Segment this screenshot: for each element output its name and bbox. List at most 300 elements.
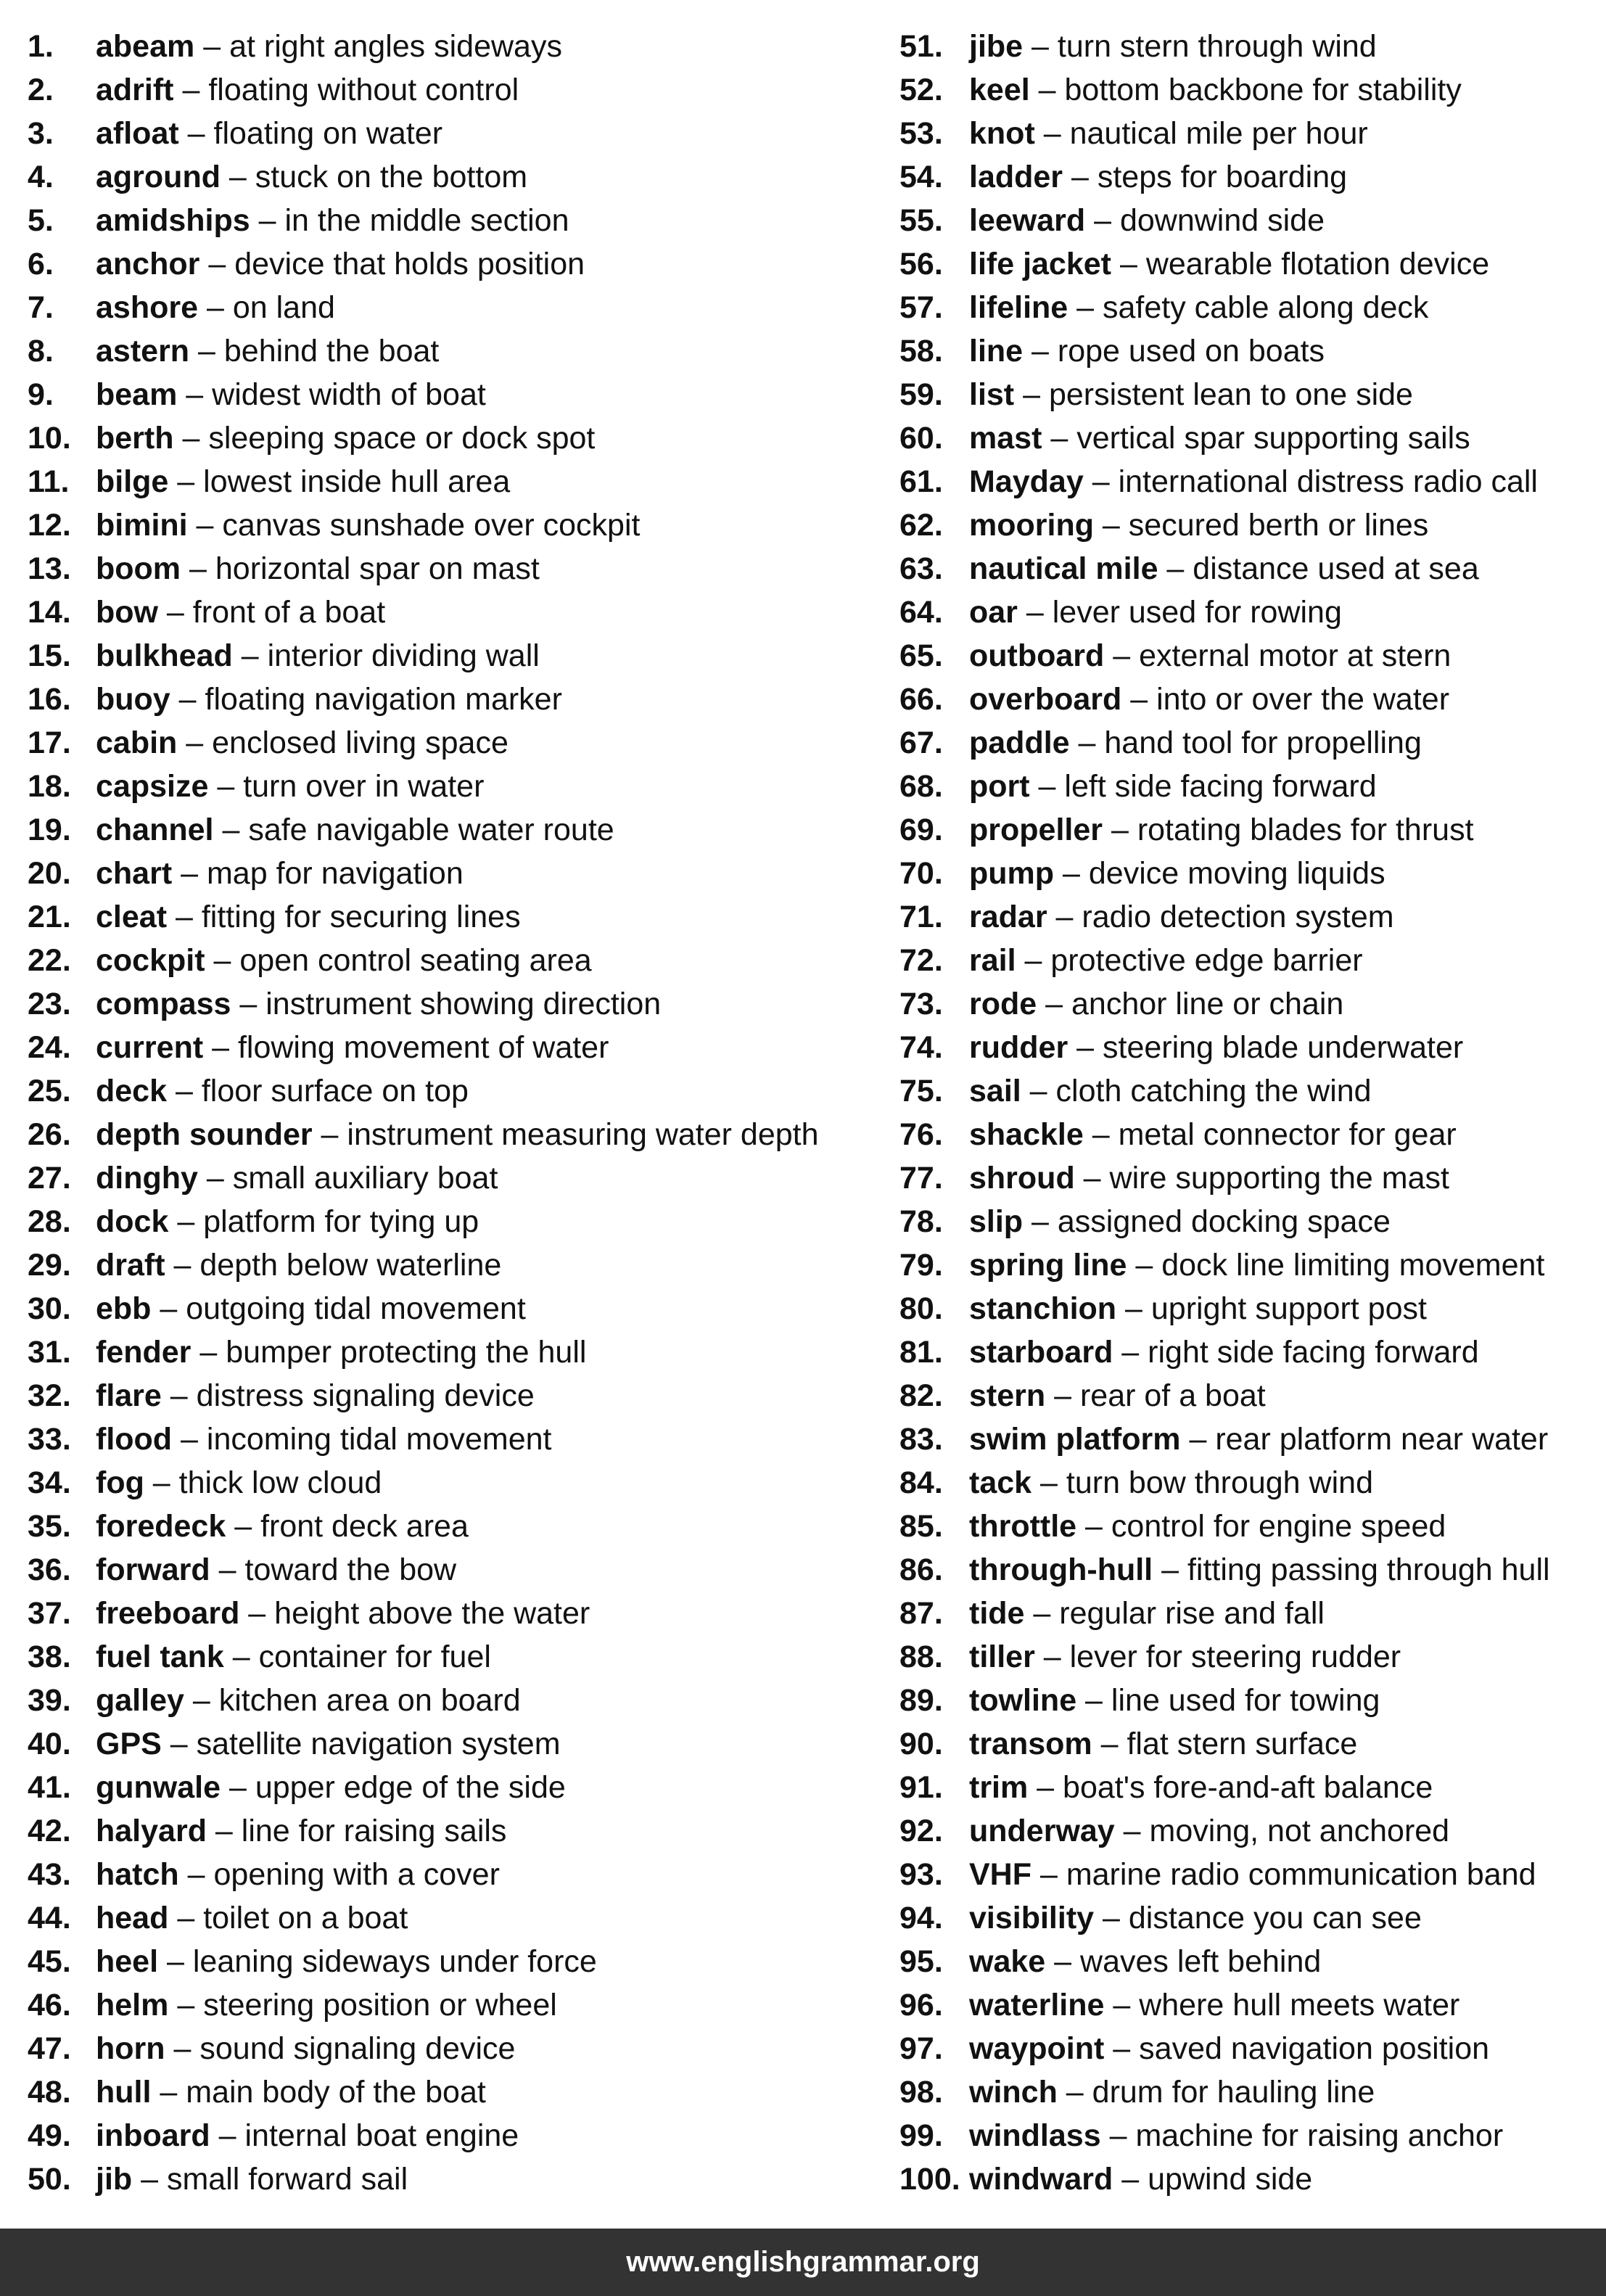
item-number: 75. xyxy=(899,1074,943,1108)
item-separator: – xyxy=(168,1988,204,2023)
item-definition: container for fuel xyxy=(258,1639,491,1674)
item-number: 49. xyxy=(28,2118,71,2153)
list-item xyxy=(899,1069,1596,1113)
item-term: beam xyxy=(96,377,178,412)
item-term: aground xyxy=(96,160,221,194)
list-item xyxy=(28,1983,884,2027)
item-definition: on land xyxy=(232,290,335,325)
list-item xyxy=(899,286,1596,329)
item-term: rudder xyxy=(969,1030,1068,1065)
list-item xyxy=(28,939,884,982)
item-term: ashore xyxy=(96,290,199,325)
item-term: forward xyxy=(96,1552,210,1587)
item-separator: – xyxy=(194,29,230,64)
item-separator: – xyxy=(1057,2075,1092,2110)
item-term: slip xyxy=(969,1204,1024,1239)
item-separator: – xyxy=(1069,725,1105,760)
list-item xyxy=(28,1766,884,1809)
item-term: hatch xyxy=(96,1857,179,1892)
item-separator: – xyxy=(223,1639,259,1674)
item-separator: – xyxy=(167,900,202,934)
item-definition: distance used at sea xyxy=(1193,551,1479,586)
item-definition: device that holds position xyxy=(234,247,585,281)
item-term: cockpit xyxy=(96,943,205,978)
item-definition: saved navigation position xyxy=(1139,2031,1490,2066)
item-number: 51. xyxy=(899,29,943,64)
list-item xyxy=(899,2114,1596,2157)
item-separator: – xyxy=(1031,1465,1066,1500)
item-definition: distress signaling device xyxy=(196,1378,535,1413)
item-number: 79. xyxy=(899,1248,943,1283)
item-definition: turn bow through wind xyxy=(1066,1465,1373,1500)
item-definition: steps for boarding xyxy=(1097,160,1348,194)
item-separator: – xyxy=(232,638,268,673)
item-separator: – xyxy=(181,551,215,586)
item-definition: sound signaling device xyxy=(199,2031,516,2066)
item-term: anchor xyxy=(96,247,200,281)
item-definition: waves left behind xyxy=(1080,1944,1322,1979)
item-separator: – xyxy=(1031,1857,1066,1892)
list-item xyxy=(899,460,1596,503)
item-number: 96. xyxy=(899,1988,943,2023)
item-number: 72. xyxy=(899,943,943,978)
item-term: head xyxy=(96,1901,169,1935)
item-definition: leaning sideways under force xyxy=(192,1944,597,1979)
item-separator: – xyxy=(1104,1988,1140,2023)
list-item xyxy=(28,1417,884,1461)
item-term: list xyxy=(969,377,1015,412)
item-term: deck xyxy=(96,1074,168,1108)
item-number: 32. xyxy=(28,1378,71,1413)
item-term: heel xyxy=(96,1944,159,1979)
item-term: sail xyxy=(969,1074,1021,1108)
item-number: 74. xyxy=(899,1030,943,1065)
item-term: nautical mile xyxy=(969,551,1158,586)
item-definition: behind the boat xyxy=(223,334,440,369)
list-item xyxy=(899,895,1596,939)
item-separator: – xyxy=(151,1291,186,1326)
item-separator: – xyxy=(1021,1074,1056,1108)
list-item xyxy=(28,1853,884,1896)
item-separator: – xyxy=(132,2162,167,2197)
item-number: 82. xyxy=(899,1378,943,1413)
item-number: 21. xyxy=(28,900,71,934)
list-item xyxy=(28,25,884,68)
item-definition: safety cable along deck xyxy=(1103,290,1429,325)
list-item xyxy=(28,547,884,591)
item-term: transom xyxy=(969,1727,1092,1761)
item-number: 56. xyxy=(899,247,943,281)
item-term: halyard xyxy=(96,1814,207,1848)
item-number: 48. xyxy=(28,2075,71,2110)
list-item xyxy=(899,1026,1596,1069)
item-definition: bottom backbone for stability xyxy=(1064,73,1462,107)
list-item xyxy=(28,286,884,329)
list-item xyxy=(899,1461,1596,1505)
item-definition: platform for tying up xyxy=(203,1204,479,1239)
item-separator: – xyxy=(1103,812,1137,847)
item-number: 68. xyxy=(899,769,943,804)
item-term: chart xyxy=(96,856,173,891)
list-item xyxy=(28,1069,884,1113)
item-number: 29. xyxy=(28,1248,71,1283)
item-definition: device moving liquids xyxy=(1088,856,1385,891)
item-definition: drum for hauling line xyxy=(1092,2075,1375,2110)
item-term: adrift xyxy=(96,73,174,107)
item-number: 24. xyxy=(28,1030,71,1065)
item-term: life jacket xyxy=(969,247,1111,281)
item-separator: – xyxy=(144,1465,179,1500)
item-term: bimini xyxy=(96,508,188,543)
item-definition: anchor line or chain xyxy=(1071,987,1344,1021)
item-term: overboard xyxy=(969,682,1122,717)
list-item xyxy=(899,329,1596,373)
item-definition: flowing movement of water xyxy=(237,1030,609,1065)
item-term: foredeck xyxy=(96,1509,226,1544)
item-term: rode xyxy=(969,987,1037,1021)
item-term: ebb xyxy=(96,1291,152,1326)
item-separator: – xyxy=(189,334,224,369)
list-item xyxy=(28,1592,884,1635)
item-term: tiller xyxy=(969,1639,1035,1674)
item-separator: – xyxy=(184,1683,219,1718)
item-definition: marine radio communication band xyxy=(1066,1857,1536,1892)
item-separator: – xyxy=(172,1422,207,1457)
list-item xyxy=(28,1679,884,1722)
item-term: abeam xyxy=(96,29,195,64)
item-separator: – xyxy=(1034,1639,1070,1674)
item-definition: downwind side xyxy=(1119,203,1325,238)
list-item xyxy=(899,68,1596,112)
item-number: 18. xyxy=(28,769,71,804)
item-term: keel xyxy=(969,73,1030,107)
item-term: draft xyxy=(96,1248,165,1283)
item-definition: upwind side xyxy=(1148,2162,1313,2197)
list-item xyxy=(28,1026,884,1069)
item-separator: – xyxy=(1068,290,1103,325)
item-definition: interior dividing wall xyxy=(267,638,540,673)
item-definition: where hull meets water xyxy=(1139,1988,1460,2023)
item-definition: canvas sunshade over cockpit xyxy=(222,508,641,543)
item-term: shackle xyxy=(969,1117,1084,1152)
item-separator: – xyxy=(1076,1509,1111,1544)
item-term: lifeline xyxy=(969,290,1068,325)
item-definition: fitting passing through hull xyxy=(1187,1552,1550,1587)
item-term: horn xyxy=(96,2031,165,2066)
item-definition: in the middle section xyxy=(284,203,569,238)
list-item xyxy=(28,678,884,721)
list-item xyxy=(899,1113,1596,1156)
item-number: 66. xyxy=(899,682,943,717)
list-item xyxy=(28,1113,884,1156)
item-term: gunwale xyxy=(96,1770,221,1805)
item-definition: upright support post xyxy=(1150,1291,1427,1326)
item-term: channel xyxy=(96,812,214,847)
list-item xyxy=(899,1940,1596,1983)
item-definition: persistent lean to one side xyxy=(1048,377,1413,412)
item-number: 57. xyxy=(899,290,943,325)
item-number: 61. xyxy=(899,464,943,499)
item-number: 88. xyxy=(899,1639,943,1674)
item-term: capsize xyxy=(96,769,209,804)
item-definition: fitting for securing lines xyxy=(201,900,521,934)
item-term: waypoint xyxy=(969,2031,1105,2066)
item-separator: – xyxy=(170,682,205,717)
list-item xyxy=(899,1287,1596,1330)
item-term: winch xyxy=(969,2075,1058,2110)
item-definition: rotating blades for thrust xyxy=(1137,812,1474,847)
item-number: 17. xyxy=(28,725,71,760)
list-item xyxy=(899,852,1596,895)
item-term: jibe xyxy=(969,29,1024,64)
item-separator: – xyxy=(208,769,244,804)
item-term: berth xyxy=(96,421,174,456)
item-separator: – xyxy=(1158,551,1193,586)
list-item xyxy=(28,155,884,199)
item-definition: wire supporting the mast xyxy=(1109,1161,1449,1196)
item-separator: – xyxy=(173,73,209,107)
item-number: 67. xyxy=(899,725,943,760)
item-term: swim platform xyxy=(969,1422,1181,1457)
list-item xyxy=(899,1592,1596,1635)
item-separator: – xyxy=(1029,73,1065,107)
list-item xyxy=(899,503,1596,547)
item-number: 26. xyxy=(28,1117,71,1152)
item-definition: thick low cloud xyxy=(178,1465,382,1500)
item-term: towline xyxy=(969,1683,1077,1718)
item-number: 2. xyxy=(28,73,54,107)
list-item xyxy=(28,1940,884,1983)
item-separator: – xyxy=(197,1161,233,1196)
item-definition: at right angles sideways xyxy=(229,29,562,64)
item-separator: – xyxy=(226,1509,261,1544)
item-term: windlass xyxy=(969,2118,1101,2153)
item-definition: floating on water xyxy=(213,116,443,151)
item-separator: – xyxy=(1014,377,1049,412)
list-item xyxy=(28,1243,884,1287)
item-number: 5. xyxy=(28,203,54,238)
list-item xyxy=(28,808,884,852)
item-number: 39. xyxy=(28,1683,71,1718)
item-term: visibility xyxy=(969,1901,1095,1935)
list-item xyxy=(899,242,1596,286)
item-number: 90. xyxy=(899,1727,943,1761)
item-separator: – xyxy=(1024,1596,1060,1631)
list-item xyxy=(28,1896,884,1940)
item-term: underway xyxy=(969,1814,1115,1848)
item-term: stanchion xyxy=(969,1291,1117,1326)
item-term: through-hull xyxy=(969,1552,1153,1587)
item-definition: main body of the boat xyxy=(186,2075,486,2110)
item-definition: rear platform near water xyxy=(1215,1422,1549,1457)
item-number: 7. xyxy=(28,290,54,325)
item-separator: – xyxy=(158,1944,193,1979)
item-number: 3. xyxy=(28,116,54,151)
item-definition: rope used on boats xyxy=(1057,334,1325,369)
item-definition: satellite navigation system xyxy=(196,1727,561,1761)
list-item xyxy=(899,678,1596,721)
item-definition: upper edge of the side xyxy=(255,1770,566,1805)
item-number: 35. xyxy=(28,1509,71,1544)
item-separator: – xyxy=(1180,1422,1216,1457)
item-number: 16. xyxy=(28,682,71,717)
item-definition: floor surface on top xyxy=(201,1074,469,1108)
item-definition: map for navigation xyxy=(206,856,464,891)
item-separator: – xyxy=(191,1335,226,1370)
list-item xyxy=(28,373,884,416)
list-item xyxy=(899,1548,1596,1592)
item-term: tack xyxy=(969,1465,1032,1500)
item-separator: – xyxy=(312,1117,347,1152)
item-separator: – xyxy=(1093,508,1129,543)
item-term: mooring xyxy=(969,508,1094,543)
item-separator: – xyxy=(168,1204,204,1239)
item-number: 6. xyxy=(28,247,54,281)
item-definition: outgoing tidal movement xyxy=(186,1291,526,1326)
list-item xyxy=(899,1200,1596,1243)
list-item xyxy=(28,634,884,678)
item-definition: regular rise and fall xyxy=(1059,1596,1325,1631)
list-item xyxy=(899,1505,1596,1548)
item-term: helm xyxy=(96,1988,169,2023)
item-term: hull xyxy=(96,2075,152,2110)
item-number: 86. xyxy=(899,1552,943,1587)
item-definition: left side facing forward xyxy=(1064,769,1377,804)
item-term: cabin xyxy=(96,725,178,760)
item-separator: – xyxy=(1023,1204,1058,1239)
item-separator: – xyxy=(1113,2162,1148,2197)
item-separator: – xyxy=(1153,1552,1187,1587)
item-definition: turn over in water xyxy=(243,769,485,804)
item-term: stern xyxy=(969,1378,1046,1413)
item-number: 98. xyxy=(899,2075,943,2110)
item-separator: – xyxy=(1094,1901,1129,1935)
item-term: wake xyxy=(969,1944,1046,1979)
item-term: leeward xyxy=(969,203,1086,238)
list-item xyxy=(899,939,1596,982)
item-number: 41. xyxy=(28,1770,71,1805)
list-item xyxy=(899,1156,1596,1200)
item-definition: external motor at stern xyxy=(1139,638,1451,673)
item-definition: front deck area xyxy=(260,1509,469,1544)
column-right xyxy=(899,25,1596,2201)
item-separator: – xyxy=(1083,1117,1119,1152)
list-item xyxy=(28,1374,884,1417)
item-separator: – xyxy=(157,595,193,630)
item-term: oar xyxy=(969,595,1018,630)
item-number: 14. xyxy=(28,595,71,630)
item-number: 64. xyxy=(899,595,943,630)
item-definition: lever for steering rudder xyxy=(1069,1639,1401,1674)
item-term: outboard xyxy=(969,638,1105,673)
item-number: 84. xyxy=(899,1465,943,1500)
list-item xyxy=(899,1330,1596,1374)
item-definition: lever used for rowing xyxy=(1052,595,1342,630)
item-term: shroud xyxy=(969,1161,1075,1196)
list-item xyxy=(28,1548,884,1592)
item-term: line xyxy=(969,334,1024,369)
list-item xyxy=(28,2027,884,2070)
item-number: 53. xyxy=(899,116,943,151)
item-term: ladder xyxy=(969,160,1063,194)
item-definition: opening with a cover xyxy=(213,1857,500,1892)
item-number: 93. xyxy=(899,1857,943,1892)
list-item xyxy=(28,416,884,460)
list-item xyxy=(899,1896,1596,1940)
list-item xyxy=(899,808,1596,852)
list-item xyxy=(28,765,884,808)
item-separator: – xyxy=(165,2031,200,2066)
item-number: 100. xyxy=(899,2162,960,2197)
item-number: 52. xyxy=(899,73,943,107)
item-term: boom xyxy=(96,551,181,586)
list-item xyxy=(28,460,884,503)
item-number: 80. xyxy=(899,1291,943,1326)
item-number: 36. xyxy=(28,1552,71,1587)
list-item xyxy=(28,721,884,765)
item-separator: – xyxy=(1114,1814,1150,1848)
item-separator: – xyxy=(1023,334,1058,369)
item-term: astern xyxy=(96,334,190,369)
item-number: 22. xyxy=(28,943,71,978)
item-term: knot xyxy=(969,116,1035,151)
item-definition: cloth catching the wind xyxy=(1055,1074,1372,1108)
item-definition: stuck on the bottom xyxy=(255,160,528,194)
item-term: compass xyxy=(96,987,231,1021)
item-term: pump xyxy=(969,856,1055,891)
item-separator: – xyxy=(1076,1683,1111,1718)
item-definition: rear of a boat xyxy=(1079,1378,1266,1413)
item-definition: floating navigation marker xyxy=(205,682,562,717)
item-separator: – xyxy=(198,290,233,325)
item-definition: flat stern surface xyxy=(1127,1727,1358,1761)
item-number: 11. xyxy=(28,464,70,499)
item-term: current xyxy=(96,1030,204,1065)
item-separator: – xyxy=(172,856,207,891)
item-term: fog xyxy=(96,1465,144,1500)
list-item xyxy=(28,1635,884,1679)
list-item xyxy=(28,1330,884,1374)
item-separator: – xyxy=(210,1552,245,1587)
item-number: 71. xyxy=(899,900,943,934)
list-item xyxy=(28,982,884,1026)
item-number: 38. xyxy=(28,1639,71,1674)
item-number: 45. xyxy=(28,1944,71,1979)
footer-url[interactable]: www.englishgrammar.org xyxy=(626,2246,980,2278)
item-term: tide xyxy=(969,1596,1025,1631)
list-item xyxy=(28,2070,884,2114)
item-separator: – xyxy=(199,247,235,281)
item-separator: – xyxy=(168,464,204,499)
item-definition: metal connector for gear xyxy=(1118,1117,1457,1152)
item-number: 91. xyxy=(899,1770,943,1805)
item-number: 94. xyxy=(899,1901,943,1935)
item-definition: instrument showing direction xyxy=(265,987,662,1021)
list-item xyxy=(28,591,884,634)
list-item xyxy=(28,2114,884,2157)
vocabulary-list xyxy=(0,25,1606,2201)
item-number: 63. xyxy=(899,551,943,586)
item-term: GPS xyxy=(96,1727,162,1761)
item-number: 78. xyxy=(899,1204,943,1239)
item-term: waterline xyxy=(969,1988,1105,2023)
item-number: 31. xyxy=(28,1335,71,1370)
item-term: bilge xyxy=(96,464,169,499)
item-number: 9. xyxy=(28,377,54,412)
list-item xyxy=(28,112,884,155)
item-separator: – xyxy=(178,1857,214,1892)
list-item xyxy=(28,895,884,939)
